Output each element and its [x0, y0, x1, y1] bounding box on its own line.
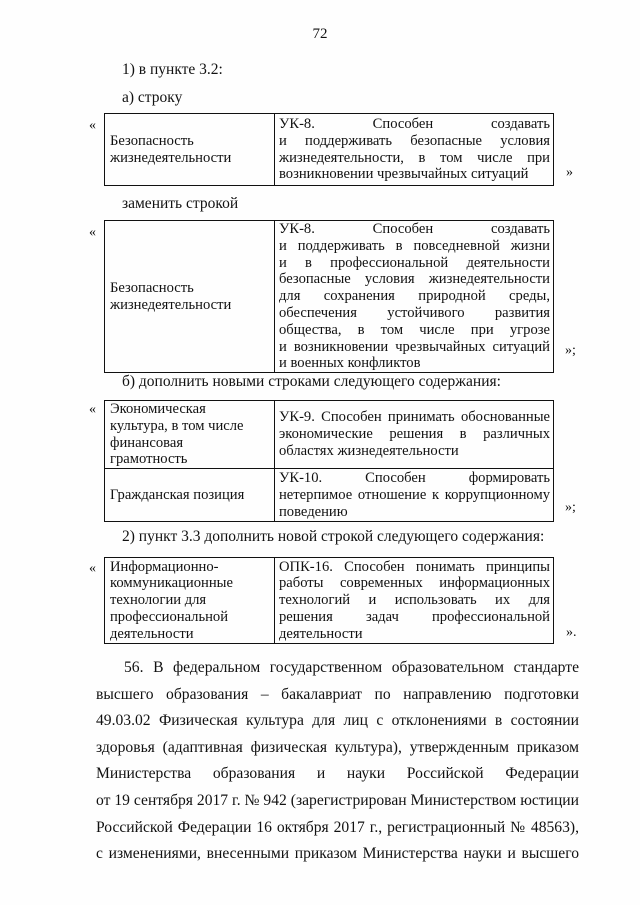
table4-right-cell — [275, 558, 554, 644]
table-new-row-opk — [104, 557, 554, 644]
table3-left-line: грамотность — [110, 451, 188, 468]
table3-left-line: культура, в том числе — [110, 417, 244, 434]
close-quote-semicolon: »; — [565, 343, 576, 358]
close-quote-period: ». — [566, 625, 577, 640]
table4-left-cell — [105, 558, 275, 644]
table4-left-line: Информационно- — [110, 558, 219, 575]
table4-right-line: работы современных информационных — [279, 575, 550, 592]
table1-right-line: и поддерживать безопасные условия — [279, 132, 550, 149]
table3-right-line: экономические решения в различных — [279, 426, 550, 443]
table3-right-line: нетерпимое отношение к коррупционному — [279, 486, 550, 503]
paragraph-line: 56. В федеральном государственном образовательном стандарте — [124, 659, 579, 676]
table3-right-line: УК-10. Способен формировать — [279, 469, 550, 486]
table4-left-line: деятельности — [110, 625, 194, 642]
table2-right-line: общества, в том числе при угрозе — [279, 321, 550, 338]
open-quote: « — [89, 402, 96, 417]
table1-left-line: Безопасность — [110, 132, 194, 149]
page-number: 72 — [312, 26, 328, 42]
table3-left-line: финансовая — [110, 434, 184, 451]
paragraph-56 — [96, 655, 579, 868]
table-row-replacement — [104, 220, 554, 373]
paragraph-line: Министерства образования и науки Российской Федерации — [96, 765, 579, 783]
table2-left-cell — [105, 221, 275, 373]
replace-with-text: заменить строкой — [122, 195, 239, 212]
table3-row1-left-cell — [105, 401, 275, 469]
table1-left-cell — [105, 114, 275, 186]
table2-right-line: и в профессиональной деятельности — [279, 254, 550, 271]
table2-right-cell — [275, 221, 554, 373]
paragraph-line: от 19 сентября 2017 г. № 942 (зарегистрирован Министерством юстиции — [96, 791, 579, 809]
table3-right-line: УК-9. Способен принимать обоснованные — [279, 409, 550, 426]
subitem-b-heading: б) дополнить новыми строками следующего содержания: — [122, 373, 501, 390]
table4-right-line: технологий и использовать их для — [279, 592, 550, 609]
table2-right-line: и военных конфликтов — [279, 355, 421, 372]
table3-row2-left-cell — [105, 469, 275, 522]
table4-left-line: профессиональной — [110, 608, 229, 625]
table4-right-line: ОПК-16. Способен понимать принципы — [279, 558, 550, 575]
table2-right-line: и поддерживать в повседневной жизни — [279, 237, 550, 254]
table2-left-line: жизнедеятельности — [110, 296, 232, 313]
table3-row1-right-cell — [275, 401, 554, 469]
close-quote-semicolon: »; — [565, 500, 576, 515]
paragraph-line: Российской Федерации 16 октября 2017 г., регистрационный № 48563), — [96, 818, 579, 836]
table3-row2-right-cell — [275, 469, 554, 522]
table4-left-line: технологии для — [110, 592, 207, 609]
table-new-rows — [104, 400, 554, 522]
close-quote: » — [566, 165, 573, 180]
open-quote: « — [89, 118, 96, 133]
table2-right-line: УК-8. Способен создавать — [279, 221, 550, 237]
table4-right-line: решения задач профессиональной — [279, 608, 550, 625]
table4-left-line: коммуникационные — [110, 575, 233, 592]
table2-left-line: Безопасность — [110, 279, 194, 296]
item-1-heading: 1) в пункте 3.2: — [122, 61, 223, 78]
open-quote: « — [89, 225, 96, 240]
table-row-original — [104, 113, 554, 186]
table1-right-line: УК-8. Способен создавать — [279, 115, 550, 132]
table1-left-line: жизнедеятельности — [110, 149, 232, 166]
table4-right-line: деятельности — [279, 625, 363, 642]
table1-right-cell — [275, 114, 554, 186]
paragraph-line: с изменениями, внесенными приказом Министерства науки и высшего — [96, 845, 579, 863]
table3-left-line: Экономическая — [110, 401, 206, 417]
subitem-a-heading: а) строку — [122, 89, 183, 106]
table2-right-line: обеспечения устойчивого развития — [279, 304, 550, 321]
open-quote: « — [89, 561, 96, 576]
table2-right-line: и возникновении чрезвычайных ситуаций — [279, 338, 550, 355]
paragraph-line: 49.03.02 Физическая культура для лиц с отклонениями в состоянии — [96, 712, 579, 730]
paragraph-line: высшего образования – бакалавриат по направлению подготовки — [96, 685, 579, 703]
table2-right-line: безопасные условия жизнедеятельности — [279, 271, 550, 288]
table1-right-line: возникновении чрезвычайных ситуаций — [279, 166, 529, 183]
table1-right-line: жизнедеятельности, в том числе при — [279, 149, 550, 166]
table2-right-line: для сохранения природной среды, — [279, 288, 550, 305]
table3-right-line: поведению — [279, 503, 348, 520]
item-2-heading: 2) пункт 3.3 дополнить новой строкой следующего содержания: — [122, 528, 545, 545]
table3-right-line: областях жизнедеятельности — [279, 442, 459, 459]
table3-left-line: Гражданская позиция — [110, 486, 245, 503]
paragraph-line: здоровья (адаптивная физическая культура), утвержденным приказом — [96, 738, 579, 756]
